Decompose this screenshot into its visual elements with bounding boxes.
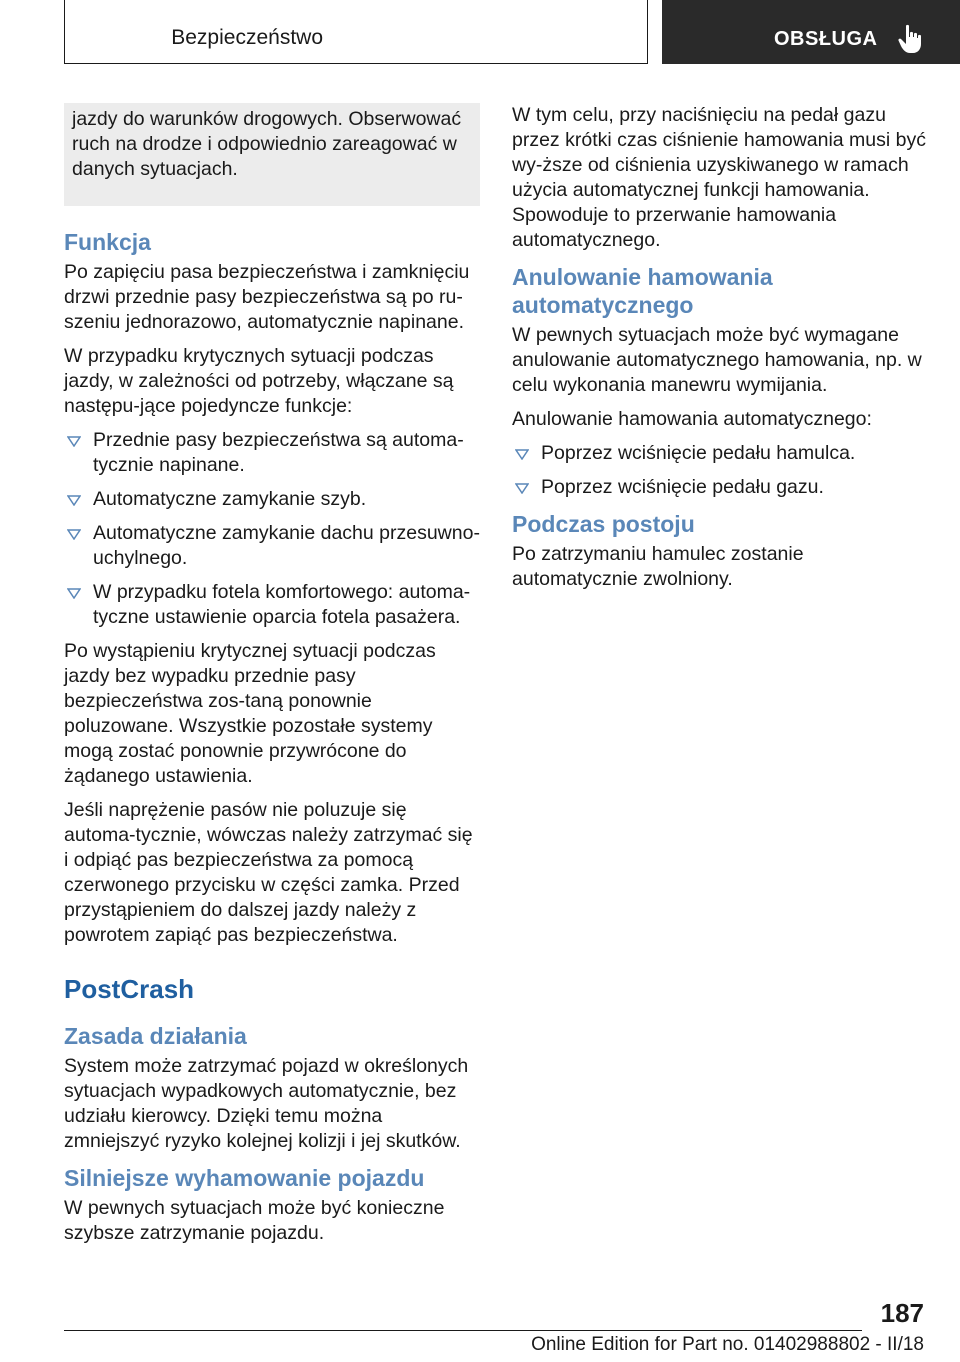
list-item <box>512 475 928 500</box>
list-item-text: Poprzez wciśnięcie pedału gazu. <box>541 476 824 498</box>
chapter-tab <box>662 0 960 64</box>
footer-divider <box>64 1330 862 1331</box>
page-number: 187 <box>880 1298 924 1328</box>
note-box <box>64 103 480 206</box>
paragraph: W tym celu, przy naciśnięciu na pedał gazu przez krótki czas ciśnienie hamowania musi być wy-ższe od ciśnienia uzyskiwanego w ramach użycia automatycznej funkcji hamowania. Spowoduje to przerwanie hamowania automatycznego. <box>512 104 926 251</box>
triangle-bullet-icon <box>67 495 81 506</box>
triangle-bullet-icon <box>515 449 529 460</box>
triangle-bullet-icon <box>67 436 81 447</box>
triangle-bullet-icon <box>67 588 81 599</box>
list-item-text: W przypadku fotela komfortowego: automa-tyczne ustawienie oparcia fotela pasażera. <box>93 581 471 628</box>
header-section-title: Bezpieczeństwo <box>171 26 323 49</box>
heading-zasada-dzialania: Zasada działania <box>64 1023 247 1049</box>
list-item-text: Przednie pasy bezpieczeństwa są automa-tycznie napinane. <box>93 429 464 476</box>
list-item <box>64 487 480 512</box>
paragraph: Po zatrzymaniu hamulec zostanie automatycznie zwolniony. <box>512 543 804 590</box>
heading-anulowanie: Anulowanie hamowania automatycznego <box>512 264 773 318</box>
header-frame <box>64 0 648 64</box>
list-item-text: Poprzez wciśnięcie pedału hamulca. <box>541 442 856 464</box>
triangle-bullet-icon <box>515 483 529 494</box>
function-list <box>64 428 480 630</box>
left-column <box>64 103 480 1255</box>
paragraph: Po zapięciu pasa bezpieczeństwa i zamknięciu drzwi przednie pasy bezpieczeństwa są po ru-szeniu jednorazowo, automatycznie napinane. <box>64 261 470 333</box>
heading-funkcja: Funkcja <box>64 229 151 255</box>
list-item <box>64 521 480 571</box>
heading-podczas-postoju: Podczas postoju <box>512 511 695 537</box>
hand-pointer-icon <box>898 24 924 54</box>
note-text: jazdy do warunków drogowych. Obserwować ruch na drodze i odpowiednio zareagować w danych sytuacjach. <box>72 108 462 180</box>
paragraph: W pewnych sytuacjach może być wymagane anulowanie automatycznego hamowania, np. w celu wykonania manewru wymijania. <box>512 324 922 396</box>
footer-edition: Online Edition for Part no. 01402988802 - II/18 <box>531 1334 924 1355</box>
paragraph: W pewnych sytuacjach może być konieczne szybsze zatrzymanie pojazdu. <box>64 1197 445 1244</box>
paragraph: Anulowanie hamowania automatycznego: <box>512 408 872 430</box>
triangle-bullet-icon <box>67 529 81 540</box>
heading-silniejsze-wyhamowanie: Silniejsze wyhamowanie pojazdu <box>64 1165 425 1191</box>
list-item-text: Automatyczne zamykanie szyb. <box>93 488 367 510</box>
paragraph: System może zatrzymać pojazd w określonych sytuacjach wypadkowych automatycznie, bez udziału kierowcy. Dzięki temu można zmniejszyć ryzyko kolejnej kolizji i jej skutków. <box>64 1055 469 1152</box>
list-item <box>64 580 480 630</box>
paragraph: Po wystąpieniu krytycznej sytuacji podczas jazdy bez wypadku przednie pasy bezpieczeństwa zos-taną ponownie poluzowane. Wszystkie pozostałe systemy mogą zostać ponownie przywrócone do żądanego ustawienia. <box>64 640 436 787</box>
heading-postcrash: PostCrash <box>64 974 195 1004</box>
list-item <box>64 428 480 478</box>
paragraph: Jeśli naprężenie pasów nie poluzuje się automa-tycznie, wówczas należy zatrzymać się i odpiąć pas bezpieczeństwa za pomocą czerwonego przycisku w części zamka. Przed przystąpieniem do dalszej jazdy należy z powrotem zapiąć pas bezpieczeństwa. <box>64 799 473 946</box>
cancel-list <box>512 441 928 500</box>
paragraph: W przypadku krytycznych sytuacji podczas jazdy, w zależności od potrzeby, włączane są następu-jące pojedyncze funkcje: <box>64 345 454 417</box>
list-item <box>512 441 928 466</box>
right-column <box>512 103 928 601</box>
list-item-text: Automatyczne zamykanie dachu przesuwno-uchylnego. <box>93 522 480 569</box>
chapter-title: OBSŁUGA <box>774 28 878 50</box>
